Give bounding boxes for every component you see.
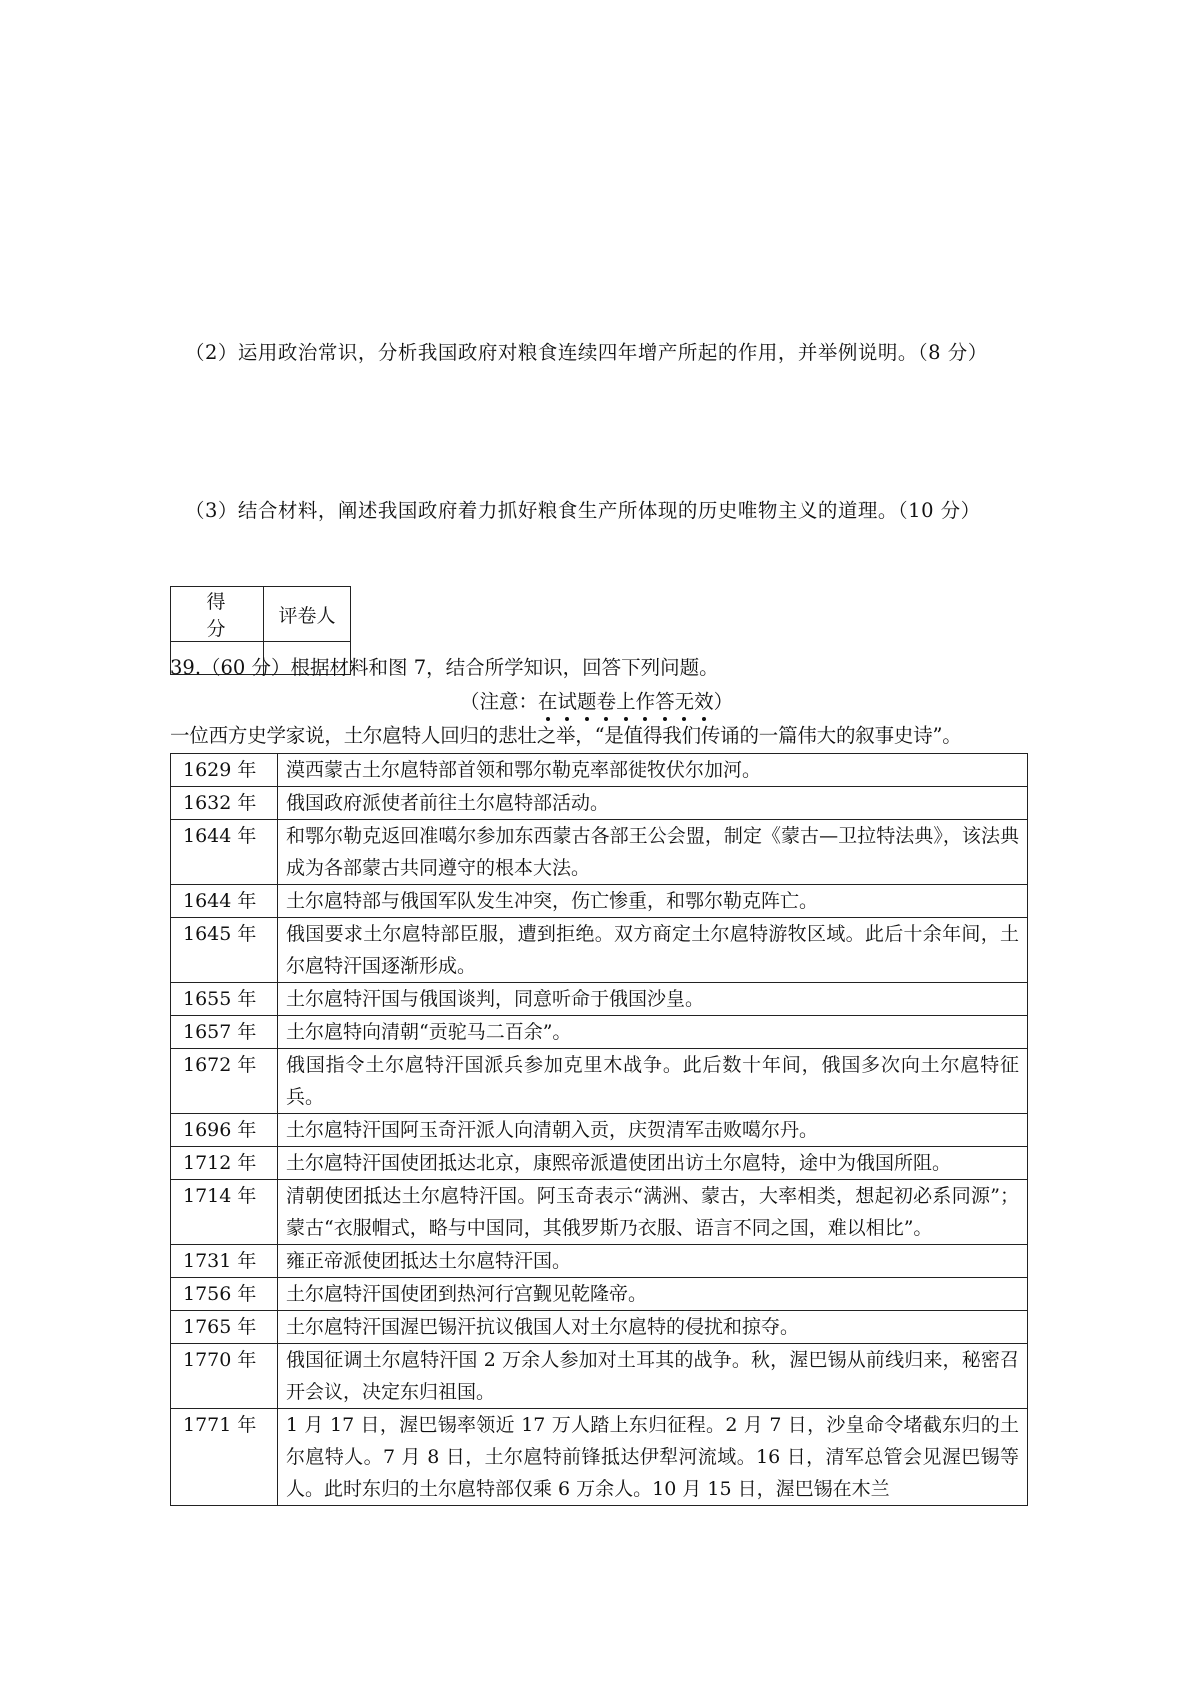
question-2: （2）运用政治常识，分析我国政府对粮食连续四年增产所起的作用，并举例说明。（8 分） — [185, 341, 988, 364]
note-emphasis-char: 无 — [675, 686, 695, 714]
note-emphasis-char: 上 — [616, 686, 636, 714]
chronology-row — [171, 1147, 1028, 1180]
chronology-year: 1629 年 — [171, 754, 278, 787]
chronology-year: 1714 年 — [171, 1180, 278, 1245]
answer-note — [460, 686, 733, 714]
chronology-row — [171, 754, 1028, 787]
chronology-event: 土尔扈特汗国渥巴锡汗抗议俄国人对土尔扈特的侵扰和掠夺。 — [278, 1311, 1028, 1344]
chronology-event: 漠西蒙古土尔扈特部首领和鄂尔勒克率部徙牧伏尔加河。 — [278, 754, 1028, 787]
chronology-event: 土尔扈特部与俄国军队发生冲突，伤亡惨重，和鄂尔勒克阵亡。 — [278, 885, 1028, 918]
chronology-year: 1712 年 — [171, 1147, 278, 1180]
chronology-year: 1632 年 — [171, 787, 278, 820]
chronology-year: 1645 年 — [171, 918, 278, 983]
chronology-table — [170, 753, 1028, 1506]
chronology-event: 土尔扈特向清朝“贡驼马二百余”。 — [278, 1016, 1028, 1049]
chronology-year: 1644 年 — [171, 820, 278, 885]
chronology-event: 俄国征调土尔扈特汗国 2 万余人参加对土耳其的战争。秋，渥巴锡从前线归来，秘密召开会议，决定东归祖国。 — [278, 1344, 1028, 1409]
grader-label: 评卷人 — [264, 587, 351, 642]
chronology-year: 1672 年 — [171, 1049, 278, 1114]
chronology-row — [171, 1016, 1028, 1049]
chronology-year: 1644 年 — [171, 885, 278, 918]
note-emphasis-char: 题 — [577, 686, 597, 714]
note-emphasis-char: 卷 — [597, 686, 617, 714]
chronology-year: 1731 年 — [171, 1245, 278, 1278]
chronology-year: 1657 年 — [171, 1016, 278, 1049]
chronology-row — [171, 983, 1028, 1016]
chronology-row — [171, 1114, 1028, 1147]
chronology-event: 土尔扈特汗国阿玉奇汗派人向清朝入贡，庆贺清军击败噶尔丹。 — [278, 1114, 1028, 1147]
note-prefix: （注意： — [460, 690, 539, 713]
chronology-event: 清朝使团抵达土尔扈特汗国。阿玉奇表示“满洲、蒙古，大率相类，想起初必系同源”；蒙古“衣服帽式，略与中国同，其俄罗斯乃衣服、语言不同之国，难以相比”。 — [278, 1180, 1028, 1245]
chronology-event: 土尔扈特汗国与俄国谈判，同意听命于俄国沙皇。 — [278, 983, 1028, 1016]
question-3: （3）结合材料，阐述我国政府着力抓好粮食生产所体现的历史唯物主义的道理。（10 分） — [185, 499, 981, 522]
note-emphasis-char: 在 — [538, 686, 558, 714]
material-intro: 一位西方史学家说，土尔扈特人回归的悲壮之举，“是值得我们传诵的一篇伟大的叙事史诗”。 — [170, 724, 962, 747]
chronology-row — [171, 1344, 1028, 1409]
chronology-row — [171, 885, 1028, 918]
chronology-row — [171, 1245, 1028, 1278]
chronology-row — [171, 1409, 1028, 1506]
chronology-year: 1696 年 — [171, 1114, 278, 1147]
chronology-year: 1655 年 — [171, 983, 278, 1016]
chronology-row — [171, 1049, 1028, 1114]
chronology-row — [171, 1180, 1028, 1245]
note-emphasis — [538, 690, 714, 713]
chronology-year: 1756 年 — [171, 1278, 278, 1311]
note-emphasis-char: 效 — [694, 686, 714, 714]
chronology-year: 1770 年 — [171, 1344, 278, 1409]
chronology-event: 土尔扈特汗国使团到热河行宫觐见乾隆帝。 — [278, 1278, 1028, 1311]
note-emphasis-char: 作 — [636, 686, 656, 714]
score-label: 得 分 — [171, 587, 264, 642]
chronology-row — [171, 820, 1028, 885]
chronology-year: 1765 年 — [171, 1311, 278, 1344]
chronology-event: 俄国指令土尔扈特汗国派兵参加克里木战争。此后数十年间，俄国多次向土尔扈特征兵。 — [278, 1049, 1028, 1114]
question-39-stem: 39.（60 分）根据材料和图 7，结合所学知识，回答下列问题。 — [170, 656, 719, 679]
chronology-row — [171, 918, 1028, 983]
note-emphasis-char: 答 — [655, 686, 675, 714]
chronology-event: 1 月 17 日，渥巴锡率领近 17 万人踏上东归征程。2 月 7 日，沙皇命令堵截东归的土尔扈特人。7 月 8 日，土尔扈特前锋抵达伊犁河流域。16 日，清军总管会见渥巴锡等人。此时东归的土尔扈特部仅乘 6 万余人。10 月 15 日，渥巴锡在木兰 — [278, 1409, 1028, 1506]
chronology-event: 土尔扈特汗国使团抵达北京，康熙帝派遣使团出访土尔扈特，途中为俄国所阻。 — [278, 1147, 1028, 1180]
chronology-row — [171, 1311, 1028, 1344]
chronology-row — [171, 1278, 1028, 1311]
chronology-event: 俄国政府派使者前往土尔扈特部活动。 — [278, 787, 1028, 820]
note-emphasis-char: 试 — [558, 686, 578, 714]
chronology-year: 1771 年 — [171, 1409, 278, 1506]
chronology-event: 俄国要求土尔扈特部臣服，遭到拒绝。双方商定土尔扈特游牧区域。此后十余年间，土尔扈特汗国逐渐形成。 — [278, 918, 1028, 983]
chronology-row — [171, 787, 1028, 820]
chronology-event: 雍正帝派使团抵达土尔扈特汗国。 — [278, 1245, 1028, 1278]
chronology-event: 和鄂尔勒克返回准噶尔参加东西蒙古各部王公会盟，制定《蒙古—卫拉特法典》，该法典成为各部蒙古共同遵守的根本大法。 — [278, 820, 1028, 885]
note-suffix: ） — [713, 690, 734, 713]
